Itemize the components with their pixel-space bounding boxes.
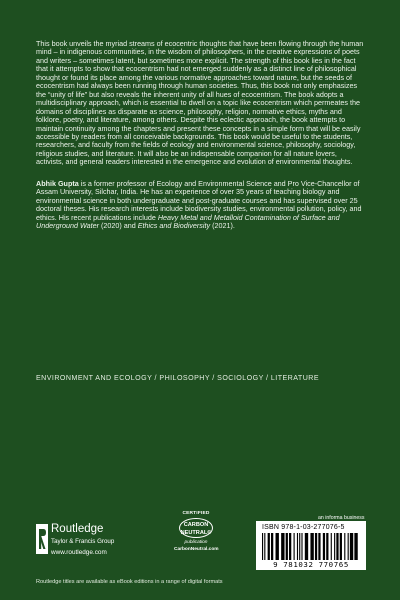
publisher-name: Routledge bbox=[51, 523, 104, 535]
barcode-bar bbox=[271, 533, 273, 560]
publisher-website: www.routledge.com bbox=[51, 549, 107, 556]
barcode-bar bbox=[286, 533, 288, 560]
barcode-bar bbox=[315, 533, 317, 560]
barcode-bar bbox=[289, 533, 291, 560]
barcode-bar bbox=[326, 533, 328, 560]
author-bio bbox=[36, 180, 366, 231]
isbn-barcode bbox=[256, 521, 366, 570]
barcode-bar bbox=[331, 533, 332, 560]
ebook-availability-note: Routledge titles are available as eBook editions in a range of digital formats bbox=[36, 579, 223, 585]
barcode-bar bbox=[301, 533, 302, 560]
barcode-bar bbox=[281, 533, 284, 560]
publisher-group: Taylor & Francis Group bbox=[51, 538, 115, 545]
barcode-bar bbox=[264, 533, 265, 560]
barcode-bar bbox=[262, 533, 263, 560]
carbon-neutral-icon bbox=[179, 518, 213, 538]
barcode-bar bbox=[305, 533, 308, 560]
publisher-logo bbox=[36, 522, 136, 560]
certified-label: CERTIFIED bbox=[182, 511, 210, 516]
author-bio-text: (2021). bbox=[210, 221, 235, 231]
barcode-bar bbox=[334, 533, 335, 560]
barcode-bar bbox=[323, 533, 325, 560]
author-bio-text: (2020) and bbox=[99, 221, 138, 231]
barcode-bar bbox=[299, 533, 300, 560]
barcode-bar bbox=[336, 533, 338, 560]
author-name: Abhik Gupta bbox=[36, 178, 79, 188]
subject-categories: ENVIRONMENT AND ECOLOGY / PHILOSOPHY / SOCIOLOGY / LITERATURE bbox=[36, 374, 320, 382]
carbon-neutral-site: CarbonNeutral.com bbox=[174, 547, 219, 552]
barcode-bar bbox=[294, 533, 295, 560]
informa-tagline: an informa business bbox=[318, 515, 365, 521]
neutral-label: NEUTRAL® bbox=[180, 530, 212, 536]
author-bio-text: is a former professor of Ecology and Environmental Science and Pro Vice-Chancellor of Assam University, Silchar, India. He has an experience of over 35 years of teaching biology and environmental science in both undergraduate and post-graduate courses and has supervised over 25 doctoral theses. His research interests include biodiversity studies, environmental pollution, policy, and ethics. His recent publications include bbox=[36, 178, 362, 222]
barcode-bar bbox=[310, 533, 313, 560]
barcode-bar bbox=[268, 533, 270, 560]
back-cover-text bbox=[36, 40, 366, 231]
isbn-label: ISBN 978-1-03-277076-5 bbox=[262, 524, 345, 531]
barcode-digits: 9 781032 770765 bbox=[273, 560, 349, 569]
routledge-r-icon bbox=[36, 524, 48, 554]
publication-title: Heavy Metal and Metalloid Contamination of Surface and Underground Water bbox=[36, 212, 340, 231]
barcode-bar bbox=[318, 533, 320, 560]
barcode-bar bbox=[276, 533, 279, 560]
publication-label: publication bbox=[184, 540, 208, 545]
barcode-bar bbox=[340, 533, 342, 560]
carbon-neutral-badge bbox=[174, 511, 218, 567]
publication-title: Ethics and Biodiversity bbox=[137, 221, 211, 231]
book-blurb: This book unveils the myriad streams of ecocentric thoughts that have been flowing through the human mind – in indigenous communities, in the wisdom of philosophers, in the creative expressions of poets and writers – sometimes latent, but sometimes more explicit. The strength of this book lies in the fact that it attempts to show that ecocentrism had not emerged suddenly as a distinct line of philosophical thought or found its place among the various normative approaches toward nature, but the seeds of ecocentrism had always been running through human societies. Thus, this book not only emphasizes the “unity of life” but also reveals the inherent unity of all hues of ecocentrism. The book adopts a multidisciplinary approach, which is essential to dwell on a topic like ecocentrism which permeates the domains of disciplines as disparate as science, philosophy, religion, normative ethics, myths and folklore, poetry, and literature, among others. Despite this eclectic approach, the book attempts to maintain continuity among the chapters and present these concepts in a simple form that will be easily accessible by readers from all conceivable backgrounds. This book would be useful to the students, researchers, and faculty from the fields of ecology and environmental science, philosophy, sociology, religious studies, and literature. It will also be an indispensable companion for all nature lovers, activists, and general readers interested in the emergence and evolution of environmental thoughts. bbox=[36, 39, 364, 167]
barcode-bar bbox=[354, 533, 357, 560]
barcode-bar bbox=[350, 533, 353, 560]
carbon-label: CARBON bbox=[183, 522, 209, 528]
barcode-bars bbox=[262, 533, 360, 560]
barcode-bar bbox=[297, 533, 298, 560]
barcode-bar bbox=[348, 533, 349, 560]
barcode-bar bbox=[344, 533, 345, 560]
